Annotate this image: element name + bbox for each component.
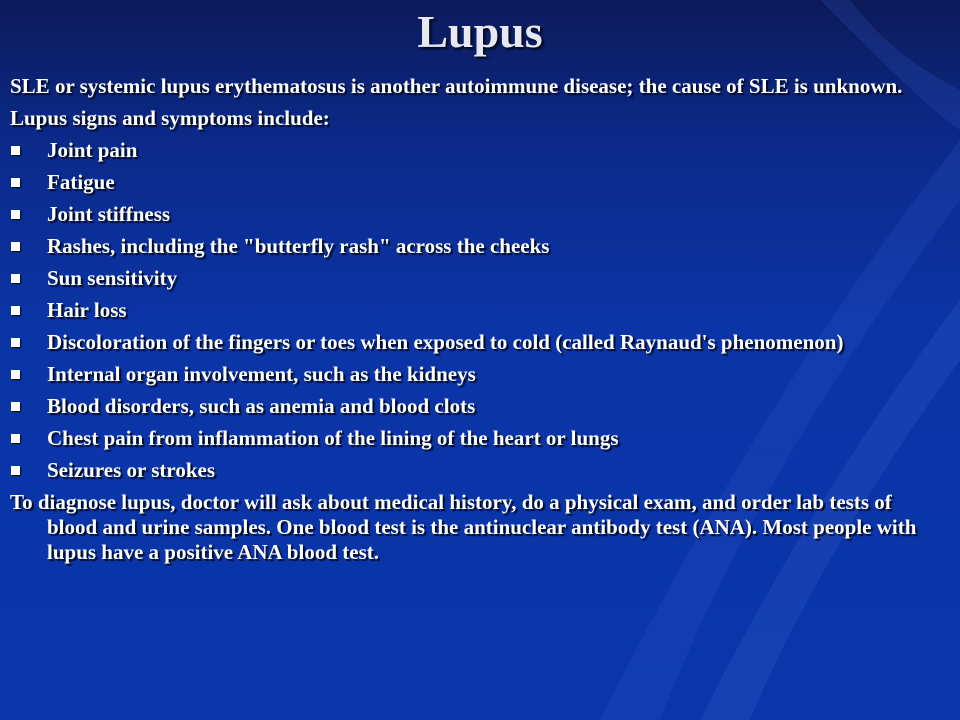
list-item xyxy=(10,298,925,323)
list-item xyxy=(10,330,925,355)
list-item-text: Internal organ involvement, such as the kidneys xyxy=(47,362,476,386)
list-item xyxy=(10,394,925,419)
slide-content xyxy=(10,74,925,572)
square-bullet-icon xyxy=(11,274,20,283)
list-item xyxy=(10,234,925,259)
list-item-text: Rashes, including the "butterfly rash" across the cheeks xyxy=(47,234,550,258)
square-bullet-icon xyxy=(11,146,20,155)
square-bullet-icon xyxy=(11,242,20,251)
list-item-text: Chest pain from inflammation of the lining of the heart or lungs xyxy=(47,426,619,450)
square-bullet-icon xyxy=(11,402,20,411)
square-bullet-icon xyxy=(11,434,20,443)
slide-title: Lupus xyxy=(417,6,543,57)
list-item-text: Seizures or strokes xyxy=(47,458,215,482)
square-bullet-icon xyxy=(11,210,20,219)
square-bullet-icon xyxy=(11,178,20,187)
list-item xyxy=(10,138,925,163)
list-item xyxy=(10,170,925,195)
list-item xyxy=(10,202,925,227)
intro-paragraph: SLE or systemic lupus erythematosus is another autoimmune disease; the cause of SLE is unknown. xyxy=(10,74,903,98)
list-item-text: Discoloration of the fingers or toes when exposed to cold (called Raynaud's phenomenon) xyxy=(47,330,844,354)
list-item-text: Hair loss xyxy=(47,298,127,322)
list-item-text: Sun sensitivity xyxy=(47,266,178,290)
square-bullet-icon xyxy=(11,466,20,475)
list-item xyxy=(10,458,925,483)
square-bullet-icon xyxy=(11,370,20,379)
list-item xyxy=(10,426,925,451)
square-bullet-icon xyxy=(11,338,20,347)
square-bullet-icon xyxy=(11,306,20,315)
symptoms-list xyxy=(10,138,925,483)
list-item-text: Joint pain xyxy=(47,138,138,162)
list-item xyxy=(10,266,925,291)
list-item-text: Blood disorders, such as anemia and blood clots xyxy=(47,394,476,418)
symptoms-heading: Lupus signs and symptoms include: xyxy=(10,106,330,130)
list-item-text: Joint stiffness xyxy=(47,202,171,226)
diagnosis-paragraph: To diagnose lupus, doctor will ask about medical history, do a physical exam, and order lab tests of blood and urine samples. One blood test is the antinuclear antibody test (ANA). Most people with lupus have a positive ANA blood test. xyxy=(10,490,917,564)
list-item xyxy=(10,362,925,387)
list-item-text: Fatigue xyxy=(47,170,115,194)
